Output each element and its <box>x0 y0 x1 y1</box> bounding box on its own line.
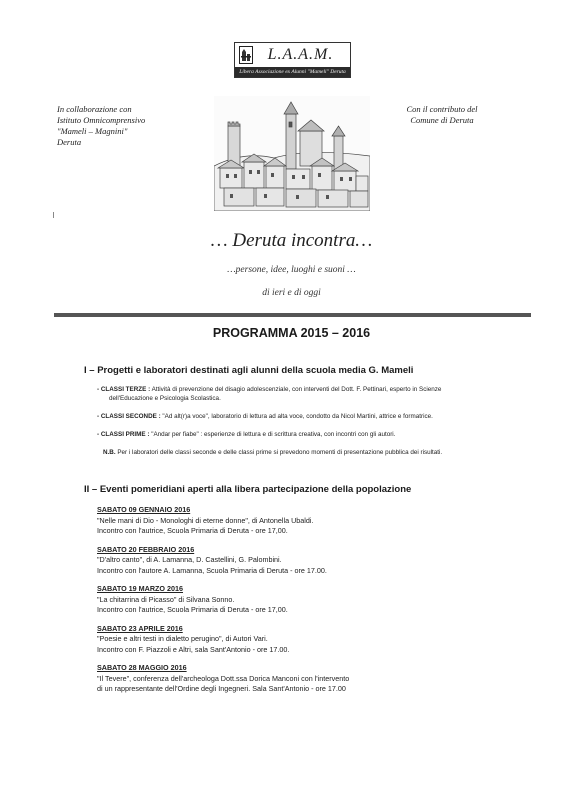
class-text: "Ad alt(r)a voce", laboratorio di lettura ad alta voce, condotto da Nicol Martini, attrice e formatrice. <box>160 413 433 420</box>
events-list <box>97 505 537 703</box>
class-text-continued: dell'Educazione e Psicologia Scolastica. <box>109 395 221 402</box>
event-title: "La chitarrina di Picasso" di Silvana Sonno. <box>97 594 235 604</box>
event-item <box>97 663 537 695</box>
classes-list <box>97 385 537 457</box>
list-item <box>97 385 537 403</box>
section-2-heading: II – Eventi pomeridiani aperti alla libera partecipazione della popolazione <box>84 484 412 495</box>
event-title: "Nelle mani di Dio - Monologhi di eterne donne", di Antonella Ubaldi. <box>97 515 314 525</box>
collaboration-note <box>57 104 197 148</box>
event-date: SABATO 09 GENNAIO 2016 <box>97 505 191 514</box>
nb-label: N.B. <box>103 449 116 456</box>
class-label: - CLASSI PRIME : <box>97 431 150 438</box>
class-text: "Andar per fiabe" : esperienze di lettura e di scrittura creativa, con incontri con gli autori. <box>149 431 396 438</box>
nb-text: Per i laboratori delle classi seconde e delle classi prime si prevedono momenti di presentazione pubblica dei risultati. <box>115 449 443 456</box>
nb-note <box>97 448 537 457</box>
event-item <box>97 505 537 537</box>
margin-mark <box>53 212 54 218</box>
collaboration-line: Istituto Omnicomprensivo <box>57 115 146 125</box>
collaboration-line: "Mameli – Magnini" <box>57 126 128 136</box>
event-details: Incontro con l'autore A. Lamanna, Scuola Primaria di Deruta - ore 17.00. <box>97 565 327 575</box>
collaboration-line: Deruta <box>57 137 82 147</box>
list-item <box>97 430 537 439</box>
divider <box>54 313 531 317</box>
class-label: - CLASSI SECONDE : <box>97 413 161 420</box>
page-subtitle: …persone, idee, luoghi e suoni … <box>227 265 356 275</box>
class-text: Attività di prevenzione del disagio adolescenziale, con interventi del Dott. F. Pettinari, esperto in Scienze <box>150 386 442 393</box>
programma-heading: PROGRAMMA 2015 – 2016 <box>212 326 371 340</box>
event-date: SABATO 20 FEBBRAIO 2016 <box>97 544 195 554</box>
event-date: SABATO 28 MAGGIO 2016 <box>97 663 187 672</box>
event-title: "Poesie e altri testi in dialetto perugino", di Autori Vari. <box>97 634 268 643</box>
event-date: SABATO 23 APRILE 2016 <box>97 623 183 633</box>
collaboration-line: In collaborazione con <box>57 104 132 114</box>
event-details: Incontro con F. Piazzoli e Altri, sala Sant'Antonio - ore 17.00. <box>97 644 290 654</box>
event-item <box>97 545 537 577</box>
contribution-note <box>392 104 492 126</box>
contribution-line: Comune di Deruta <box>410 115 474 125</box>
logo-letters: L.A.A.M. <box>267 46 334 63</box>
list-item <box>97 412 537 421</box>
section-1-heading: I – Progetti e laboratori destinati agli alunni della scuola media G. Mameli <box>84 365 414 376</box>
contribution-line: Con il contributo del <box>406 104 478 114</box>
town-illustration <box>214 96 370 211</box>
event-title: "Il Tevere", conferenza dell'archeologa Dott.ssa Dorica Manconi con l'intervento <box>97 673 350 683</box>
page-subtitle-secondary: di ieri e di oggi <box>262 288 321 298</box>
logo-emblem-icon <box>239 46 253 64</box>
event-details: Incontro con l'autrice, Scuola Primaria di Deruta - ore 17,00. <box>97 526 288 535</box>
event-item <box>97 624 537 656</box>
laam-logo <box>234 42 351 78</box>
event-details: di un rappresentante dell'Ordine degli Ingegneri. Sala Sant'Antonio - ore 17.00 <box>97 684 346 693</box>
logo-subtext: Libera Associazione ex Alunni "Mameli" Deruta <box>235 67 350 77</box>
event-details: Incontro con l'autrice, Scuola Primaria di Deruta - ore 17,00. <box>97 605 288 614</box>
event-title: "D'altro canto", di A. Lamanna, D. Castellini, G. Palombini. <box>97 555 282 564</box>
class-label: - CLASSI TERZE : <box>97 386 151 393</box>
event-date: SABATO 19 MARZO 2016 <box>97 584 184 593</box>
event-item <box>97 584 537 616</box>
page-title: … Deruta incontra… <box>210 230 373 251</box>
